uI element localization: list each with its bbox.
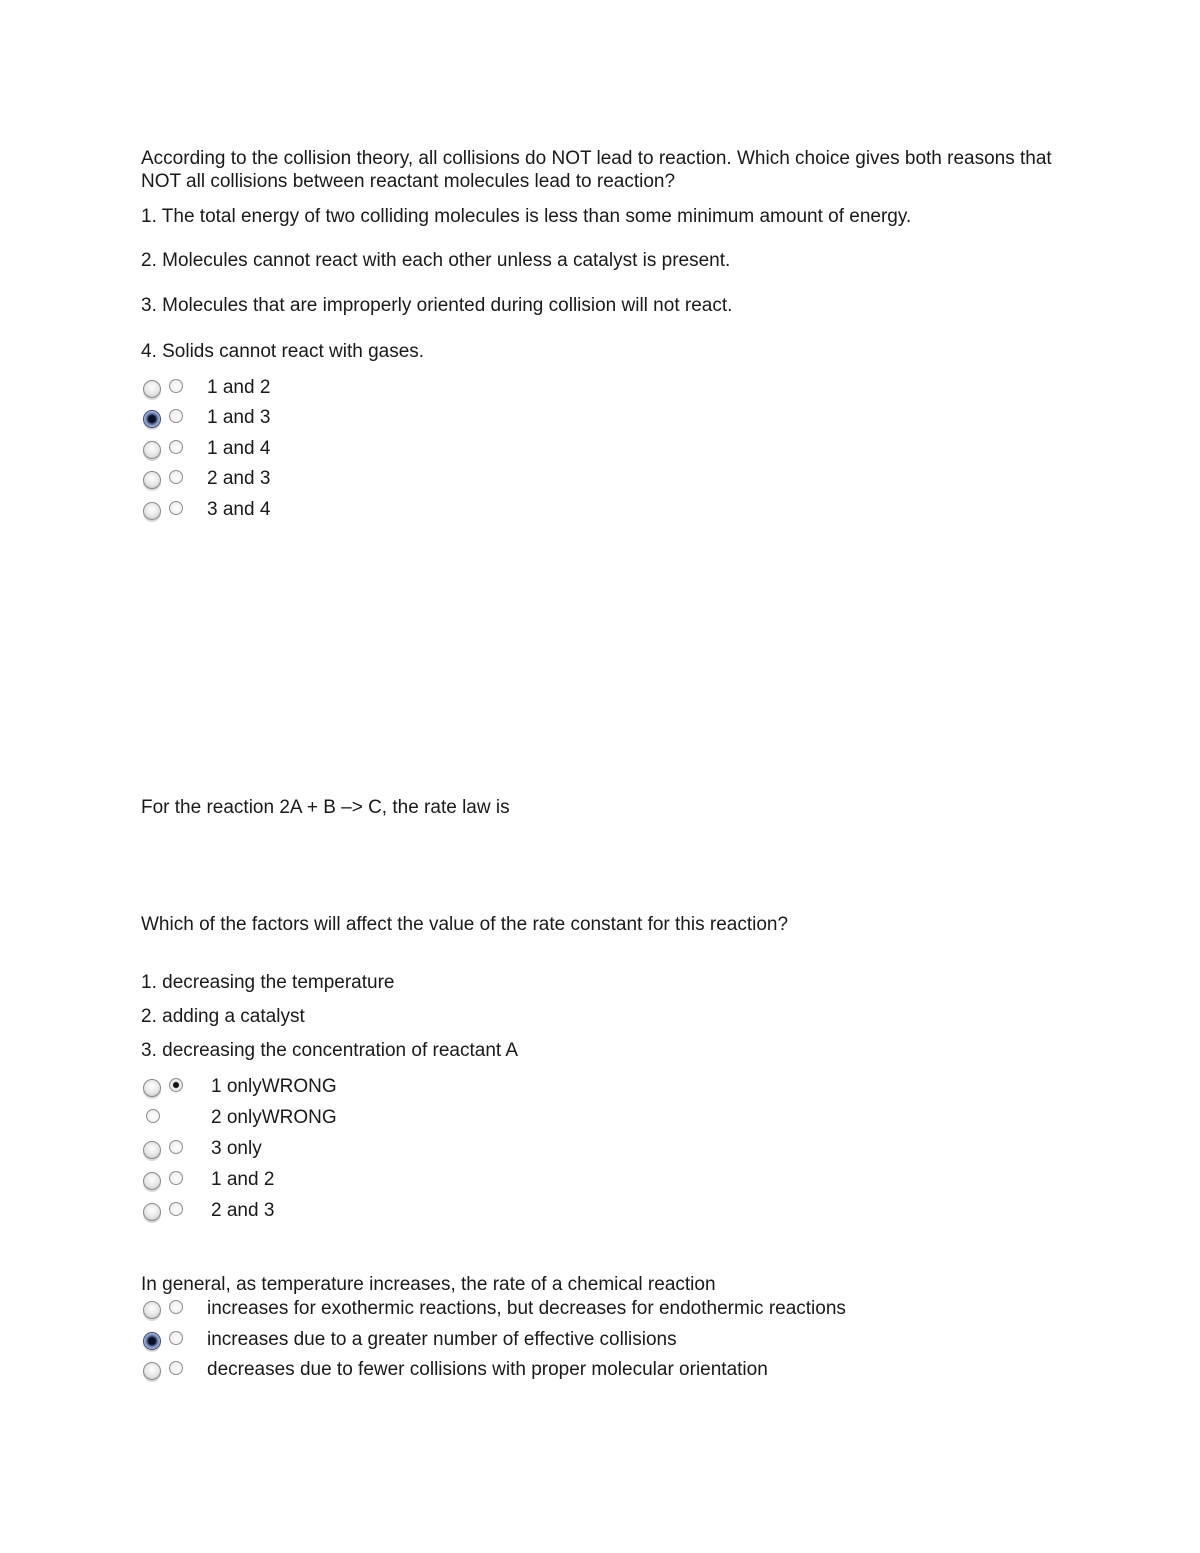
radio-icon[interactable] [169,1361,183,1375]
q1-question: According to the collision theory, all collisions do NOT lead to reaction. Which choice gives both reasons that NOT all collisions between reactant molecules lead to reaction? [141,148,1052,192]
radio-icon[interactable] [143,1141,161,1159]
radio-icon[interactable] [143,380,161,398]
q3-option-3[interactable] [143,1360,1043,1386]
q1-option-2[interactable] [143,408,1043,434]
q2-option-5[interactable] [143,1201,1043,1227]
radio-icon[interactable] [169,501,183,515]
radio-selected-icon[interactable] [143,1332,161,1350]
radio-icon[interactable] [143,471,161,489]
radio-icon[interactable] [146,1109,160,1123]
radio-icon[interactable] [143,1362,161,1380]
radio-icon[interactable] [169,379,183,393]
q3-option-1[interactable] [143,1299,1043,1325]
radio-selected-icon[interactable] [143,410,161,428]
option-label: increases for exothermic reactions, but decreases for endothermic reactions [207,1298,846,1319]
option-label: 1 and 2 [207,377,271,398]
radio-icon[interactable] [143,1172,161,1190]
radio-icon[interactable] [169,1331,183,1345]
option-label: 1 and 2 [211,1169,275,1190]
radio-icon[interactable] [143,502,161,520]
radio-selected-icon[interactable] [169,1078,183,1092]
radio-icon[interactable] [169,440,183,454]
q2-intro: For the reaction 2A + B –> C, the rate law is [141,797,510,818]
radio-icon[interactable] [143,1301,161,1319]
radio-icon[interactable] [169,1140,183,1154]
radio-icon[interactable] [169,470,183,484]
q2-option-2[interactable] [143,1108,1043,1134]
option-label: 2 and 3 [207,468,271,489]
option-label: decreases due to fewer collisions with proper molecular orientation [207,1359,768,1380]
option-label: 1 and 4 [207,438,271,459]
option-label: 3 only [211,1138,262,1159]
q3-option-2[interactable] [143,1330,1043,1356]
q1-statement-3: 3. Molecules that are improperly oriented during collision will not react. [141,295,733,316]
option-label: 2 onlyWRONG [211,1107,337,1128]
q2-statement-1: 1. decreasing the temperature [141,972,395,993]
q2-statement-2: 2. adding a catalyst [141,1006,305,1027]
option-label: 2 and 3 [211,1200,275,1221]
q1-option-1[interactable] [143,378,1043,404]
q2-question: Which of the factors will affect the value of the rate constant for this reaction? [141,914,789,935]
radio-icon[interactable] [143,441,161,459]
radio-icon[interactable] [169,409,183,423]
q2-statement-3: 3. decreasing the concentration of reactant A [141,1040,519,1061]
radio-icon[interactable] [143,1079,161,1097]
q3-question: In general, as temperature increases, the rate of a chemical reaction [141,1274,716,1295]
option-label: 3 and 4 [207,499,271,520]
option-label: 1 and 3 [207,407,271,428]
q2-option-4[interactable] [143,1170,1043,1196]
q2-option-1[interactable] [143,1077,1043,1103]
q1-statement-1: 1. The total energy of two colliding molecules is less than some minimum amount of energy. [141,206,912,227]
q1-statement-4: 4. Solids cannot react with gases. [141,341,425,362]
radio-icon[interactable] [169,1202,183,1216]
q2-option-3[interactable] [143,1139,1043,1165]
q1-statement-2: 2. Molecules cannot react with each other unless a catalyst is present. [141,250,731,271]
radio-icon[interactable] [169,1300,183,1314]
q1-option-5[interactable] [143,500,1043,526]
q1-option-3[interactable] [143,439,1043,465]
radio-icon[interactable] [169,1171,183,1185]
option-label: 1 onlyWRONG [211,1076,337,1097]
q1-option-4[interactable] [143,469,1043,495]
option-label: increases due to a greater number of effective collisions [207,1329,677,1350]
radio-icon[interactable] [143,1203,161,1221]
